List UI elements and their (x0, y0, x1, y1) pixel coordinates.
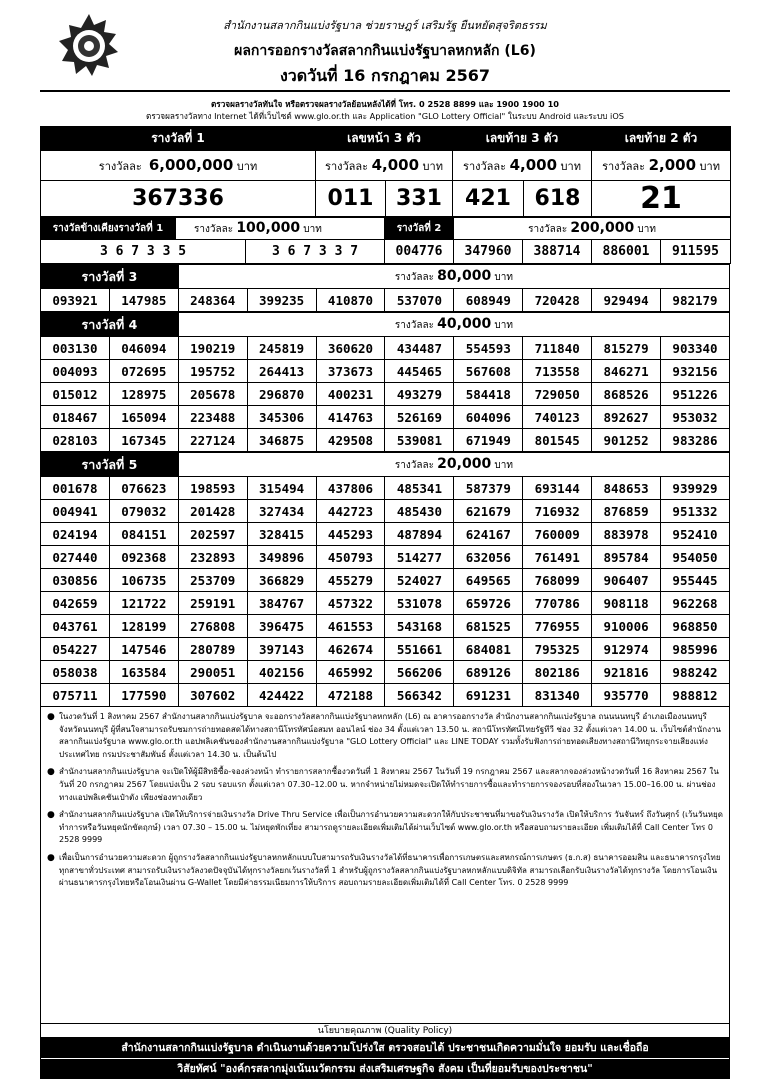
fifth-prize-number: 396475 (247, 615, 316, 638)
fourth-prize-number: 227124 (178, 429, 247, 452)
fourth-prize-number: 801545 (523, 429, 592, 452)
vision-text: วิสัยทัศน์ "องค์กรสลากมุ่งเน้นนวัตกรรม ส่งเสริมเศรษฐกิจ สังคม เป็นที่ยอมรับของประชาชน" (41, 1058, 729, 1078)
fifth-prize-number: 939929 (661, 477, 730, 500)
fifth-prize-number: 770786 (523, 592, 592, 615)
fourth-prize-number: 846271 (592, 360, 661, 383)
top-prizes-table (40, 126, 731, 217)
fourth-prize-number: 429508 (316, 429, 385, 452)
fifth-prize-number: 121722 (109, 592, 178, 615)
third-prize-number: 147985 (109, 289, 178, 312)
fourth-prize-number: 953032 (661, 406, 730, 429)
fifth-prize-number: 693144 (523, 477, 592, 500)
fifth-prize-number: 177590 (109, 684, 178, 707)
fifth-prize-number: 259191 (178, 592, 247, 615)
fifth-prize-number: 524027 (385, 569, 454, 592)
fifth-prize-number: 566342 (385, 684, 454, 707)
fourth-prize-number: 004093 (41, 360, 110, 383)
fourth-prize-number: 028103 (41, 429, 110, 452)
fourth-prize-number: 539081 (385, 429, 454, 452)
contact-phone: ตรวจผลรางวัลทันใจ หรือตรวจผลรางวัลย้อนหลังได้ที่ โทร. 0 2528 8899 และ 1900 1900 10 (210, 99, 559, 109)
fifth-prize-number: 587379 (454, 477, 523, 500)
fifth-prize-number: 076623 (109, 477, 178, 500)
fifth-prize-number: 906407 (592, 569, 661, 592)
fifth-prize-number: 424422 (247, 684, 316, 707)
fifth-prize-number: 649565 (454, 569, 523, 592)
back2-label: เลขท้าย 2 ตัว (592, 127, 731, 151)
fifth-prize-number: 328415 (247, 523, 316, 546)
fourth-prize-number: 296870 (247, 383, 316, 406)
fifth-prize-number: 935770 (592, 684, 661, 707)
fourth-prize-number: 493279 (385, 383, 454, 406)
fifth-prize-number: 895784 (592, 546, 661, 569)
fifth-prize-number: 543168 (385, 615, 454, 638)
fourth-prize-number: 345306 (247, 406, 316, 429)
fifth-prize-number: 795325 (523, 638, 592, 661)
fifth-prize-number: 691231 (454, 684, 523, 707)
fourth-prize-number: 195752 (178, 360, 247, 383)
fifth-prize-number: 472188 (316, 684, 385, 707)
fifth-prize-number: 485430 (385, 500, 454, 523)
fifth-prize-number: 681525 (454, 615, 523, 638)
fifth-prize-number: 163584 (109, 661, 178, 684)
third-prize-number: 982179 (661, 289, 730, 312)
fifth-prize-number: 465992 (316, 661, 385, 684)
table-row (41, 406, 730, 429)
fifth-prize-number: 531078 (385, 592, 454, 615)
fifth-prize-number: 883978 (592, 523, 661, 546)
fifth-prize-number: 450793 (316, 546, 385, 569)
fifth-prize-number: 624167 (454, 523, 523, 546)
first-prize-amount: รางวัลละ 6,000,000 บาท (41, 151, 316, 181)
third-prize-number: 093921 (41, 289, 110, 312)
bullet-icon: ● (47, 712, 55, 722)
third-prize-label: รางวัลที่ 3 (41, 265, 179, 289)
fifth-prize-number: 968850 (661, 615, 730, 638)
fifth-prize-number: 232893 (178, 546, 247, 569)
fifth-prize-number: 985996 (661, 638, 730, 661)
fourth-prize-number: 584418 (454, 383, 523, 406)
fifth-prize-number: 307602 (178, 684, 247, 707)
fifth-prize-number: 437806 (316, 477, 385, 500)
fourth-prize-number: 223488 (178, 406, 247, 429)
fourth-prize-table (40, 312, 730, 452)
fifth-prize-number: 092368 (109, 546, 178, 569)
fifth-prize-number: 551661 (385, 638, 454, 661)
header (40, 8, 730, 90)
fifth-prize-number: 079032 (109, 500, 178, 523)
fifth-prize-number: 384767 (247, 592, 316, 615)
second-number: 388714 (523, 240, 592, 264)
back3-number: 618 (524, 181, 592, 217)
note-text: สำนักงานสลากกินแบ่งรัฐบาล จะเปิดให้ผู้มีสิทธิซื้อ-จองล่วงหน้า ทำรายการสลากซื้องวดวันที่ 1 สิงหาคม 2567 ในวันที่ 19 กรกฎาคม 2567 และสลากจองล่วงหน้างวดวันที่ 16 สิงหาคม 2567 ในวันที่ 20 กรกฎาคม 2567 โดยแบ่งเป็น 2 รอบ รอบแรก ตั้งแต่เวลา 07.30–12.00 น. หากจำหน่ายไม่หมดจะเปิดให้ทำรายการซื้อและทำรายการจองรอบที่สองในเวลา 15.00–16.00 น. ผ่านช่องทางแอปพลิเคชันเป๋าตัง เพียงช่องทางเดียว (59, 767, 719, 802)
fifth-prize-number: 457322 (316, 592, 385, 615)
bullet-icon: ● (47, 810, 55, 821)
table-row (41, 546, 730, 569)
note-item (47, 766, 723, 804)
table-row (41, 569, 730, 592)
fifth-prize-number: 632056 (454, 546, 523, 569)
third-prize-number: 608949 (454, 289, 523, 312)
table-row (41, 500, 730, 523)
third-prize-number: 537070 (385, 289, 454, 312)
fifth-prize-number: 485341 (385, 477, 454, 500)
bullet-icon: ● (47, 852, 55, 863)
front3-amount: รางวัลละ 4,000 บาท (316, 151, 453, 181)
fourth-prize-number: 903340 (661, 337, 730, 360)
fourth-prize-number: 815279 (592, 337, 661, 360)
fourth-prize-number: 868526 (592, 383, 661, 406)
fifth-prize-number: 084151 (109, 523, 178, 546)
fifth-prize-number: 455279 (316, 569, 385, 592)
fifth-prize-number: 831340 (523, 684, 592, 707)
back3-label: เลขท้าย 3 ตัว (453, 127, 592, 151)
fifth-prize-number: 962268 (661, 592, 730, 615)
fifth-prize-number: 912974 (592, 638, 661, 661)
fifth-prize-number: 075711 (41, 684, 110, 707)
fourth-prize-number: 360620 (316, 337, 385, 360)
fourth-prize-number: 128975 (109, 383, 178, 406)
note-text: ในงวดวันที่ 1 สิงหาคม 2567 สำนักงานสลากกินแบ่งรัฐบาล จะออกรางวัลสลากกินแบ่งรัฐบาลหกหลัก (L6) ณ อาคารออกรางวัล สำนักงานสลากกินแบ่งรัฐบาล ถนนนนทบุรี อำเภอเมืองนนทบุรี จังหวัดนนทบุรี ผู้ที่สนใจสามารถรับชมการถ่ายทอดสดได้ทางสถานีโทรทัศน์อสมท ออนไลน์ ช่อง 34 ตั้งแต่เวลา 13.50 น. สถานีโทรทัศน์ไทยรัฐทีวี ช่อง 32 ตั้งแต่เวลา 14.00 น. เว็บไซต์สำนักงานสลากกินแบ่งรัฐบาล www.glo.or.th แอปพลิเคชันของสำนักงานสลากกินแบ่งรัฐบาล "GLO Lottery Official" และ LINE TODAY รวมทั้งรับฟังการถ่ายทอดเสียงทางสถานีวิทยุกระจายเสียงแห่งประเทศไทย กรมประชาสัมพันธ์ ตั้งแต่เวลา 14.30 น. เป็นต้นไป (59, 712, 721, 759)
fifth-prize-number: 487894 (385, 523, 454, 546)
second-number: 347960 (454, 240, 523, 264)
fifth-prize-number: 776955 (523, 615, 592, 638)
fourth-prize-number: 526169 (385, 406, 454, 429)
table-row (41, 684, 730, 707)
fifth-prize-number: 327434 (247, 500, 316, 523)
fifth-prize-number: 202597 (178, 523, 247, 546)
fifth-prize-number: 876859 (592, 500, 661, 523)
table-row (41, 337, 730, 360)
fifth-prize-number: 058038 (41, 661, 110, 684)
fifth-prize-amount: รางวัลละ 20,000 บาท (178, 453, 729, 477)
second-number: 886001 (592, 240, 661, 264)
fifth-prize-number: 442723 (316, 500, 385, 523)
fourth-prize-number: 892627 (592, 406, 661, 429)
fifth-prize-number: 201428 (178, 500, 247, 523)
fourth-prize-number: 373673 (316, 360, 385, 383)
table-row (41, 429, 730, 452)
fifth-prize-number: 397143 (247, 638, 316, 661)
fifth-prize-number: 147546 (109, 638, 178, 661)
fifth-prize-number: 462674 (316, 638, 385, 661)
fourth-prize-number: 190219 (178, 337, 247, 360)
table-row (41, 523, 730, 546)
fifth-prize-number: 253709 (178, 569, 247, 592)
fourth-prize-number: 003130 (41, 337, 110, 360)
near-number: 3 6 7 3 3 5 (41, 240, 246, 264)
fifth-prize-number: 290051 (178, 661, 247, 684)
note-item (47, 852, 723, 890)
quality-policy-heading: นโยบายคุณภาพ (Quality Policy) (41, 1024, 729, 1038)
fourth-prize-number: 414763 (316, 406, 385, 429)
table-row (41, 360, 730, 383)
fifth-prize-number: 402156 (247, 661, 316, 684)
contact-info (40, 90, 730, 126)
table-row (41, 289, 730, 312)
back2-number: 21 (592, 181, 731, 217)
fifth-prize-label: รางวัลที่ 5 (41, 453, 179, 477)
second-prize-label: รางวัลที่ 2 (385, 218, 454, 240)
fourth-prize-number: 434487 (385, 337, 454, 360)
front3-number: 331 (386, 181, 453, 217)
third-prize-number: 720428 (523, 289, 592, 312)
fifth-prize-number: 684081 (454, 638, 523, 661)
fifth-prize-number: 366829 (247, 569, 316, 592)
fourth-prize-number: 165094 (109, 406, 178, 429)
near-second-table (40, 217, 731, 264)
fourth-prize-number: 932156 (661, 360, 730, 383)
fourth-prize-number: 740123 (523, 406, 592, 429)
fifth-prize-number: 349896 (247, 546, 316, 569)
fifth-prize-number: 566206 (385, 661, 454, 684)
fifth-prize-number: 027440 (41, 546, 110, 569)
third-prize-number: 929494 (592, 289, 661, 312)
back3-number: 421 (453, 181, 524, 217)
fourth-prize-number: 554593 (454, 337, 523, 360)
fifth-prize-number: 106735 (109, 569, 178, 592)
table-row (41, 477, 730, 500)
near-prize-amount: รางวัลละ 100,000 บาท (176, 218, 385, 240)
front3-label: เลขหน้า 3 ตัว (316, 127, 453, 151)
fifth-prize-number: 768099 (523, 569, 592, 592)
fifth-prize-number: 951332 (661, 500, 730, 523)
near-prize-label: รางวัลข้างเคียงรางวัลที่ 1 (41, 218, 176, 240)
table-row (41, 383, 730, 406)
fifth-prize-number: 030856 (41, 569, 110, 592)
second-prize-amount: รางวัลละ 200,000 บาท (454, 218, 731, 240)
table-row (41, 638, 730, 661)
fifth-prize-number: 198593 (178, 477, 247, 500)
second-number: 911595 (661, 240, 731, 264)
first-prize-number: 367336 (41, 181, 316, 217)
fifth-prize-number: 955445 (661, 569, 730, 592)
fourth-prize-number: 983286 (661, 429, 730, 452)
fifth-prize-number: 954050 (661, 546, 730, 569)
third-prize-number: 399235 (247, 289, 316, 312)
fourth-prize-number: 264413 (247, 360, 316, 383)
fifth-prize-number: 128199 (109, 615, 178, 638)
note-item (47, 809, 723, 847)
fifth-prize-number: 276808 (178, 615, 247, 638)
fifth-prize-number: 042659 (41, 592, 110, 615)
bullet-icon: ● (47, 767, 55, 778)
fourth-prize-label: รางวัลที่ 4 (41, 313, 179, 337)
third-prize-table (40, 264, 730, 312)
fourth-prize-amount: รางวัลละ 40,000 บาท (178, 313, 729, 337)
fourth-prize-number: 711840 (523, 337, 592, 360)
fifth-prize-number: 461553 (316, 615, 385, 638)
notes-section (40, 707, 730, 1024)
fifth-prize-number: 621679 (454, 500, 523, 523)
fifth-prize-number: 445293 (316, 523, 385, 546)
third-prize-number: 410870 (316, 289, 385, 312)
fifth-prize-number: 921816 (592, 661, 661, 684)
fourth-prize-number: 167345 (109, 429, 178, 452)
fifth-prize-number: 280789 (178, 638, 247, 661)
fourth-prize-number: 901252 (592, 429, 661, 452)
fifth-prize-number: 848653 (592, 477, 661, 500)
page-title: ผลการออกรางวัลสลากกินแบ่งรัฐบาลหกหลัก (L6) (234, 43, 536, 59)
fifth-prize-number: 054227 (41, 638, 110, 661)
fifth-prize-number: 802186 (523, 661, 592, 684)
fourth-prize-number: 445465 (385, 360, 454, 383)
fifth-prize-number: 952410 (661, 523, 730, 546)
note-text: สำนักงานสลากกินแบ่งรัฐบาล เปิดให้บริการจ่ายเงินรางวัล Drive Thru Service เพื่อเป็นการอำนวยความสะดวกให้กับประชาชนที่มาขอรับเงินรางวัล เปิดให้บริการ วันจันทร์ ถึงวันศุกร์ (เว้นวันหยุดทำการหรือวันหยุดนักขัตฤกษ์) เวลา 07.30 – 15.00 น. ไม่หยุดพักเที่ยง สามารถดูรายละเอียดเพิ่มเติมได้ผ่านเว็บไซต์ www.glo.or.th หรือสอบถามรายละเอียด เพิ่มเติมได้ที่ Call Center โทร 0 2528 9999 (59, 810, 723, 845)
fifth-prize-number: 910006 (592, 615, 661, 638)
note-item (47, 711, 723, 761)
fifth-prize-number: 760009 (523, 523, 592, 546)
fourth-prize-number: 713558 (523, 360, 592, 383)
fifth-prize-number: 908118 (592, 592, 661, 615)
fourth-prize-number: 729050 (523, 383, 592, 406)
back2-amount: รางวัลละ 2,000 บาท (592, 151, 731, 181)
table-row (41, 615, 730, 638)
fifth-prize-number: 659726 (454, 592, 523, 615)
first-prize-label: รางวัลที่ 1 (41, 127, 316, 151)
fifth-prize-number: 689126 (454, 661, 523, 684)
fourth-prize-number: 046094 (109, 337, 178, 360)
agency-slogan: สำนักงานสลากกินแบ่งรัฐบาล ช่วยราษฎร์ เสริมรัฐ ยืนหยัดสุจริตธรรม (223, 19, 547, 32)
fifth-prize-number: 988242 (661, 661, 730, 684)
fifth-prize-number: 761491 (523, 546, 592, 569)
fifth-prize-number: 024194 (41, 523, 110, 546)
fourth-prize-number: 015012 (41, 383, 110, 406)
table-row (41, 661, 730, 684)
third-prize-amount: รางวัลละ 80,000 บาท (178, 265, 729, 289)
near-number: 3 6 7 3 3 7 (246, 240, 385, 264)
note-text: เพื่อเป็นการอำนวยความสะดวก ผู้ถูกรางวัลสลากกินแบ่งรัฐบาลหกหลักแบบใบสามารถรับเงินรางวัลได้ที่ธนาคารเพื่อการเกษตรและสหกรณ์การเกษตร (ธ.ก.ส) ธนาคารออมสิน และธนาคารกรุงไทยทุกสาขาทั่วประเทศ สามารถรับเงินรางวัลงวดปัจจุบันได้ทุกรางวัลยกเว้นรางวัลที่ 1 สำหรับผู้ถูกรางวัลสลากกินแบ่งรัฐบาลหกหลักแบบดิจิทัล สามารถเลือกรับเงินรางวัลได้ทุกรางวัล โดยการโอนเงินผ่านธนาคารกรุงไทยหรือโอนเงินผ่าน G-Wallet โดยมีค่าธรรมเนียมการให้บริการ สอบถามรายละเอียดเพิ่มเติมได้ที่ Call Center โทร. 0 2528 9999 (59, 852, 721, 888)
fourth-prize-number: 400231 (316, 383, 385, 406)
fourth-prize-number: 346875 (247, 429, 316, 452)
fourth-prize-number: 245819 (247, 337, 316, 360)
fourth-prize-number: 604096 (454, 406, 523, 429)
fourth-prize-number: 567608 (454, 360, 523, 383)
fifth-prize-number: 001678 (41, 477, 110, 500)
fifth-prize-number: 043761 (41, 615, 110, 638)
contact-web: ตรวจผลรางวัลทาง Internet ได้ที่เว็บไซต์ www.glo.or.th และ Application "GLO Lottery Official" ในระบบ Android และระบบ iOS (146, 111, 624, 121)
fourth-prize-number: 205678 (178, 383, 247, 406)
fifth-prize-table (40, 452, 730, 707)
fourth-prize-number: 018467 (41, 406, 110, 429)
table-row (41, 592, 730, 615)
quality-policy-text: สำนักงานสลากกินแบ่งรัฐบาล ดำเนินงานด้วยความโปร่งใส ตรวจสอบได้ ประชาชนเกิดความมั่นใจ ยอมรับ และเชื่อถือ (41, 1038, 729, 1058)
fifth-prize-number: 514277 (385, 546, 454, 569)
second-number: 004776 (385, 240, 454, 264)
fifth-prize-number: 315494 (247, 477, 316, 500)
draw-date: งวดวันที่ 16 กรกฎาคม 2567 (279, 66, 491, 85)
fifth-prize-number: 716932 (523, 500, 592, 523)
fifth-prize-number: 004941 (41, 500, 110, 523)
fourth-prize-number: 072695 (109, 360, 178, 383)
fifth-prize-number: 988812 (661, 684, 730, 707)
fourth-prize-number: 671949 (454, 429, 523, 452)
fourth-prize-number: 951226 (661, 383, 730, 406)
back3-amount: รางวัลละ 4,000 บาท (453, 151, 592, 181)
front3-number: 011 (316, 181, 386, 217)
footer (40, 1024, 730, 1079)
third-prize-number: 248364 (178, 289, 247, 312)
